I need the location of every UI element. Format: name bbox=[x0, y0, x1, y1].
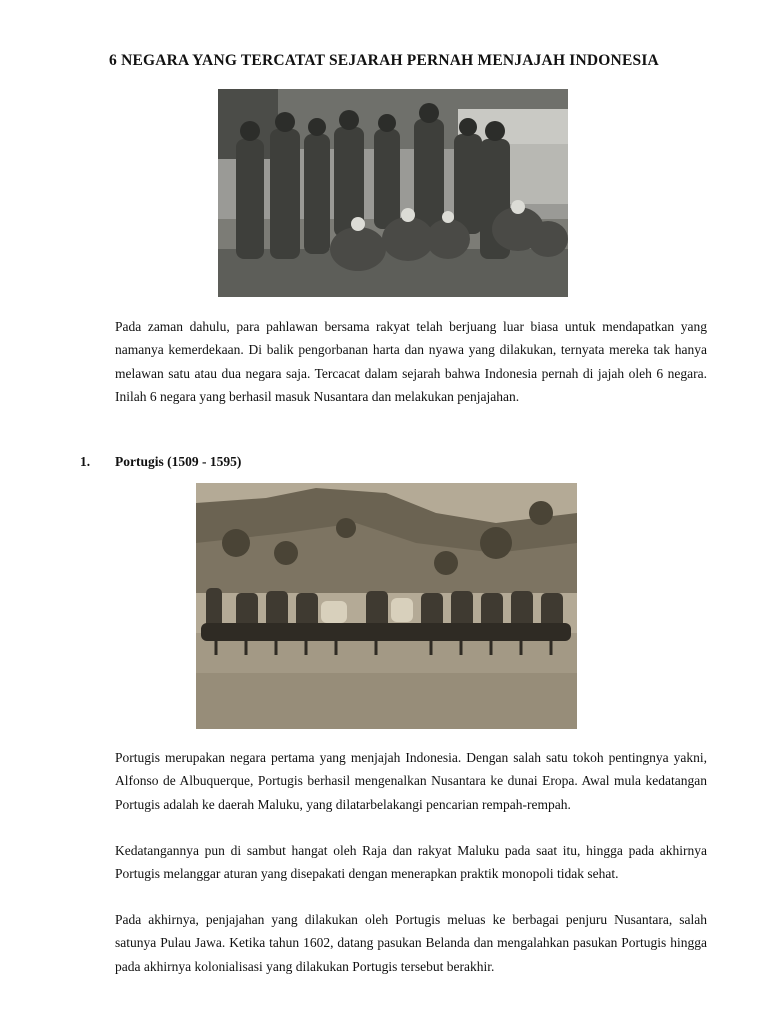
mounted-riders-photo bbox=[196, 483, 577, 729]
intro-paragraph: Pada zaman dahulu, para pahlawan bersama rakyat telah berjuang luar biasa untuk mendapatkan yang namanya kemerdekaan. Di balik pengorbanan harta dan nyawa yang dilakukan, ternyata mereka tak hanya melawan satu atau dua negara saja. Tercacat dalam sejarah bahwa Indonesia pernah di jajah oleh 6 negara. Inilah 6 negara yang berhasil masuk Nusantara dan melakukan penjajahan. bbox=[115, 319, 707, 404]
section-title: Portugis (1509 - 1595) bbox=[115, 454, 242, 469]
portugis-paragraph-1: Portugis merupakan negara pertama yang menjajah Indonesia. Dengan salah satu tokoh pentingnya yakni, Alfonso de Albuquerque, Portugis berhasil mengenalkan Nusantara ke dunai Eropa. Awal mula kedatangan Portugis adalah ke daerah Maluku, yang dilatarbelakangi pencarian rempah-rempah. bbox=[115, 750, 707, 812]
page-title: 6 NEGARA YANG TERCATAT SEJARAH PERNAH MENJAJAH INDONESIA bbox=[109, 52, 659, 69]
soldiers-with-captives-photo bbox=[218, 89, 568, 297]
portugis-paragraph-2: Kedatangannya pun di sambut hangat oleh Raja dan rakyat Maluku pada saat itu, hingga pada akhirnya Portugis melanggar aturan yang disepakati dengan menerapkan praktik monopoli tidak sehat. bbox=[115, 843, 707, 882]
portugis-paragraph-3: Pada akhirnya, penjajahan yang dilakukan oleh Portugis meluas ke berbagai penjuru Nusantara, salah satunya Pulau Jawa. Ketika tahun 1602, datang pasukan Belanda dan mengalahkan pasukan Portugis hingga pada akhirnya kolonialisasi yang dilakukan Portugis tersebut berakhir. bbox=[115, 912, 707, 974]
section-number: 1. bbox=[80, 454, 91, 469]
